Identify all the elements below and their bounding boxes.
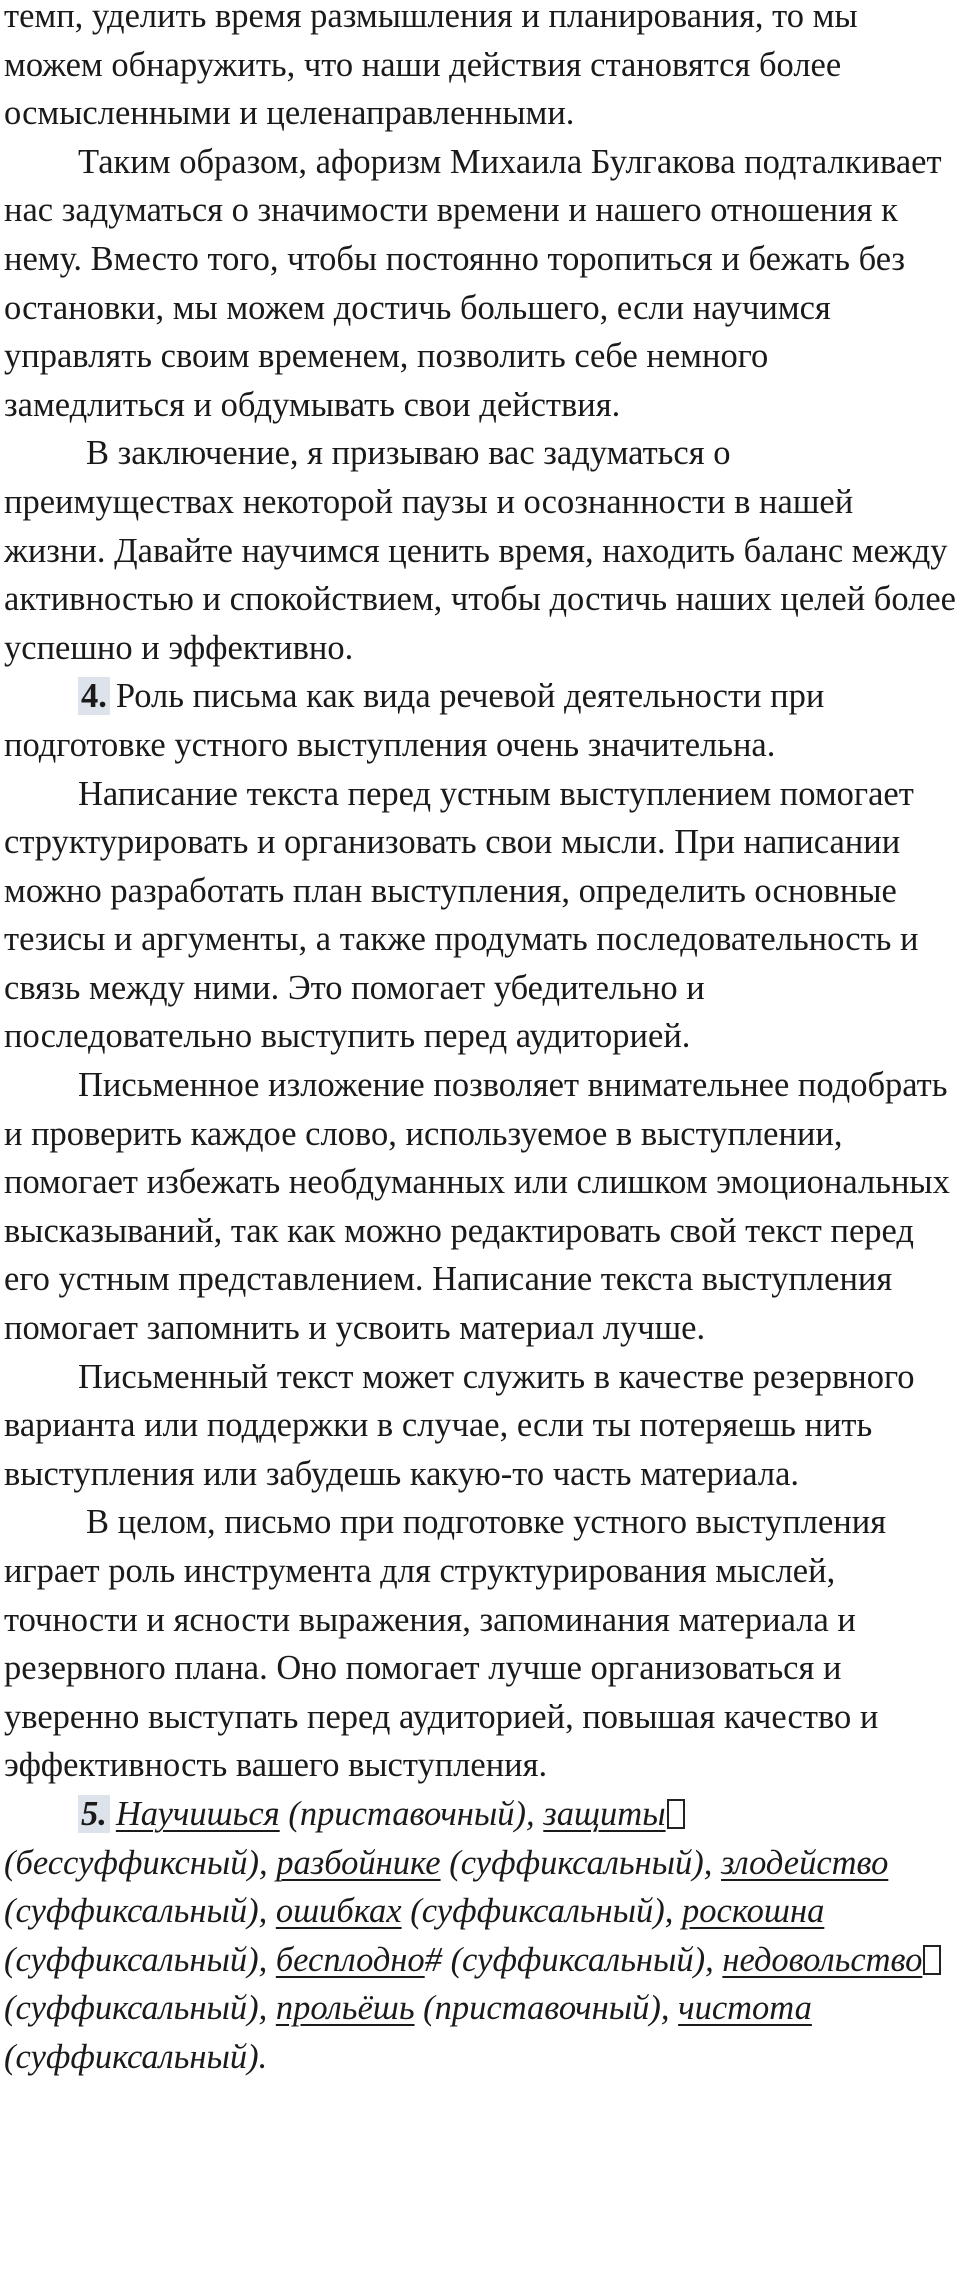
word-type: (суффиксальный), xyxy=(4,1892,276,1931)
word-type: (суффиксальный), xyxy=(440,1843,722,1882)
word-analysis: разбойнике xyxy=(276,1843,441,1882)
word-type: (суффиксальный), xyxy=(401,1892,683,1931)
ending-box-icon xyxy=(667,1799,685,1829)
task-4-lead xyxy=(4,672,956,769)
word-type: (суффиксальный), xyxy=(4,1940,276,1979)
task-4-paragraph: Написание текста перед устным выступлением помогает структурировать и организовать свои мысли. При написании можно разработать план выступления, определить основные тезисы и аргументы, а также продумать последовательность и связь между ними. Это помогает убедительно и последовательно выступить перед аудиторией. xyxy=(4,774,919,1056)
word-analysis: ошибках xyxy=(275,1892,402,1931)
word-type: # (суффиксальный), xyxy=(424,1940,723,1979)
paragraph-continuation: темп, уделить время размышления и планирования, то мы можем обнаружить, что наши действия становятся более осмысленными и целенаправленными. xyxy=(4,0,858,133)
word-type: (приставочный), xyxy=(279,1794,544,1833)
word-analysis: чистота xyxy=(678,1989,812,2028)
word-analysis: недовольство xyxy=(722,1940,923,1979)
paragraph-final-call: В заключение, я призываю вас задуматься о преимуществах некоторой паузы и осознанности в нашей жизни. Давайте научимся ценить время, находить баланс между активностью и спокойствием, чтобы достичь наших целей более успешно и эффективно. xyxy=(4,434,956,667)
word-type: (бессуффиксный), xyxy=(4,1843,277,1882)
word-analysis: злодейство xyxy=(721,1843,889,1882)
word-type: (приставочный), xyxy=(414,1989,679,2028)
word-analysis: бесплодно xyxy=(275,1940,425,1979)
word-type: (суффиксальный), xyxy=(4,1989,276,2028)
word-analysis: прольёшь xyxy=(275,1989,415,2028)
paragraph-conclusion-bulgakov: Таким образом, афоризм Михаила Булгакова подталкивает нас задуматься о значимости времени и нашего отношения к нему. Вместо того, чтобы постоянно торопиться и бежать без остановки, мы можем достичь большего, если научимся управлять своим временем, позволить себе немного замедлиться и обдумывать свои действия. xyxy=(4,142,942,424)
ending-box-icon xyxy=(923,1945,941,1975)
word-analysis: защиты xyxy=(543,1794,666,1833)
task-4-number: 4. xyxy=(78,677,110,715)
document-body xyxy=(4,0,956,2082)
task-4-paragraph: В целом, письмо при подготовке устного выступления играет роль инструмента для структурирования мыслей, точности и ясности выражения, запоминания материала и резервного плана. Оно помогает лучше организоваться и уверенно выступать перед аудиторией, повышая качество и эффективность вашего выступления. xyxy=(4,1503,887,1785)
task-4-paragraph: Письменное изложение позволяет внимательнее подобрать и проверить каждое слово, используемое в выступлении, помогает избежать необдуманных или слишком эмоциональных высказываний, так как можно редактировать свой текст перед его устным представлением. Написание текста выступления помогает запомнить и усвоить материал лучше. xyxy=(4,1066,950,1348)
word-type: (суффиксальный). xyxy=(4,2037,268,2076)
task-5-answer xyxy=(4,1790,956,2082)
word-analysis: роскошна xyxy=(682,1892,825,1931)
task-5-number: 5. xyxy=(78,1795,110,1833)
word-analysis: Научишься xyxy=(115,1794,280,1833)
task-4-lead-text: Роль письма как вида речевой деятельности при подготовке устного выступления очень значительна. xyxy=(4,677,825,764)
task-4-paragraph: Письменный текст может служить в качестве резервного варианта или поддержки в случае, если ты потеряешь нить выступления или забудешь какую-то часть материала. xyxy=(4,1357,915,1493)
